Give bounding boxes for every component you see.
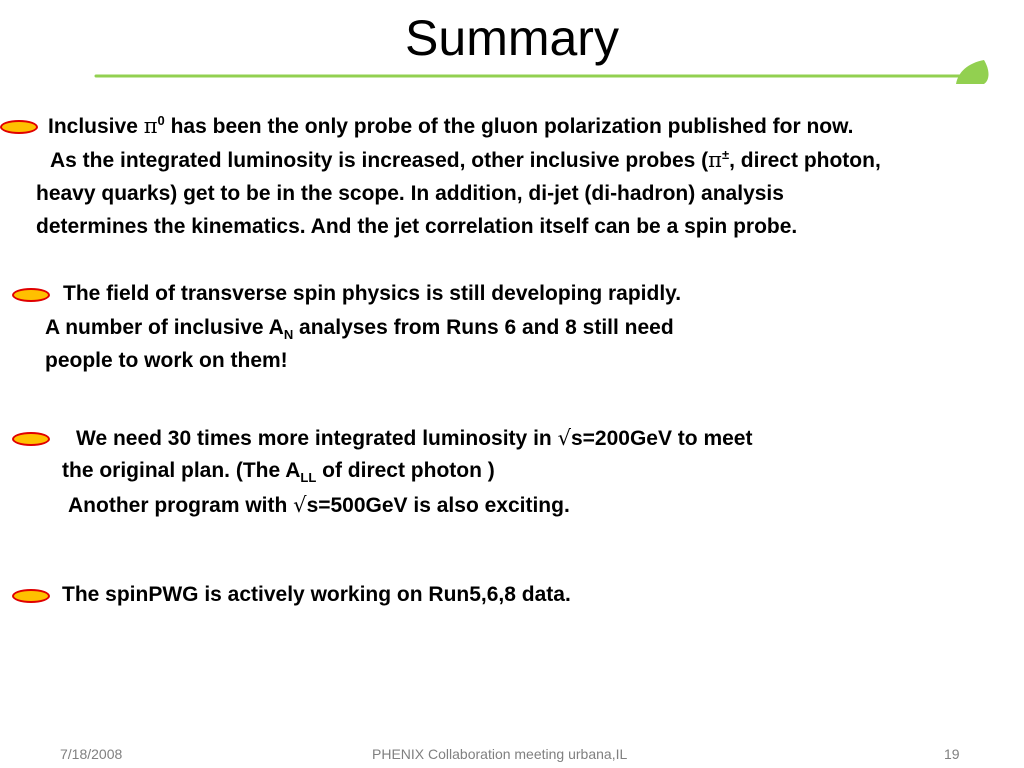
footer-date: 7/18/2008 xyxy=(60,746,123,762)
bullet-3-line-1 xyxy=(76,423,752,454)
slide-title: Summary xyxy=(405,10,619,66)
bullet-1-text-a: Inclusive xyxy=(48,115,144,138)
bullet-3-line-2-text-a: the original plan. (The A xyxy=(62,459,301,482)
bullet-3-text-a: We need 30 times more integrated luminosity in xyxy=(76,427,558,450)
bullet-2-text-a: A number of inclusive A xyxy=(45,316,284,339)
footer-center-text: PHENIX Collaboration meeting urbana,IL xyxy=(372,746,628,762)
pi-symbol-2: π xyxy=(708,148,722,172)
bullet-1-line-2-text-a: As the integrated luminosity is increased, other inclusive probes ( xyxy=(50,149,709,172)
bullet-1-line-1 xyxy=(48,111,854,142)
leaf-icon xyxy=(956,60,989,84)
bullet-2-line-2 xyxy=(45,313,674,343)
bullet-marker-1 xyxy=(0,120,38,134)
bullet-3-text-b: s=200GeV to meet xyxy=(570,427,753,450)
bullet-1-text-b: has been the only probe of the gluon polarization published for now. xyxy=(164,115,854,138)
bullet-3-line-2-text-b: of direct photon ) xyxy=(316,459,495,482)
bullet-2-text-b: analyses from Runs 6 and 8 still need xyxy=(293,316,674,339)
bullet-3-line-2 xyxy=(62,456,495,486)
pi-superscript-zero: 0 xyxy=(157,113,165,128)
bullet-1-line-2-text-b: , direct photon, xyxy=(729,149,881,172)
a-subscript-n: N xyxy=(283,327,294,343)
a-subscript-ll: LL xyxy=(300,470,317,486)
bullet-3-line-3-text-b: s=500GeV is also exciting. xyxy=(306,494,570,517)
bullet-marker-3 xyxy=(12,432,50,446)
bullet-3-line-3-text-a: Another program with xyxy=(68,494,294,517)
bullet-1-line-3: heavy quarks) get to be in the scope. In addition, di-jet (di-hadron) analysis xyxy=(36,182,784,205)
sqrt-symbol-2: √ xyxy=(293,493,307,517)
sqrt-symbol: √ xyxy=(557,426,571,450)
footer-page-number: 19 xyxy=(944,746,960,762)
bullet-2-line-1: The field of transverse spin physics is still developing rapidly. xyxy=(63,282,682,305)
title-underline-rule xyxy=(92,60,992,86)
bullet-2-line-3: people to work on them! xyxy=(45,349,288,372)
pi-superscript-plusminus: ± xyxy=(721,147,730,162)
pi-symbol: π xyxy=(143,114,158,138)
bullet-marker-2 xyxy=(12,288,50,302)
bullet-1-line-4: determines the kinematics. And the jet correlation itself can be a spin probe. xyxy=(36,215,798,238)
bullet-1-line-2 xyxy=(50,145,881,176)
bullet-marker-4 xyxy=(12,589,50,603)
bullet-3-line-3 xyxy=(68,490,570,521)
bullet-4-line-1: The spinPWG is actively working on Run5,6,8 data. xyxy=(62,583,571,606)
